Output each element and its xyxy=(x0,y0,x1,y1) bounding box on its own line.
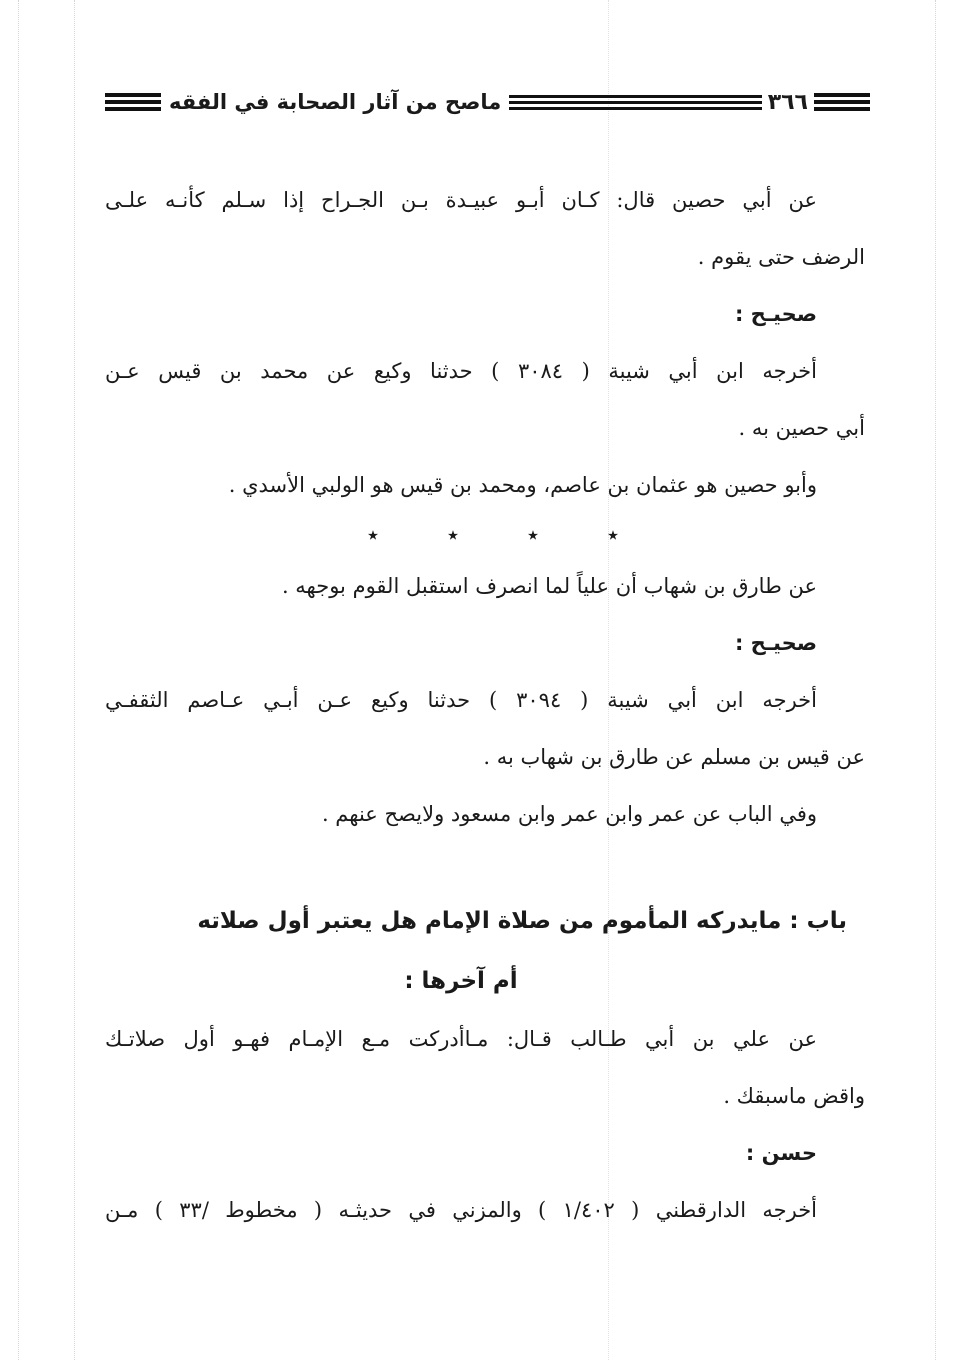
paragraph-line: أخرجه ابن أبي شيبة ( ٣٠٩٤ ) حدثنا وكيع عـن أبـي عـاصم الثقفـي xyxy=(105,688,817,712)
page-body xyxy=(105,172,865,1239)
grade-heading: حسن : xyxy=(745,1141,817,1165)
paragraph-line: أبي حصين به . xyxy=(738,416,865,440)
star-ornament: ٭ xyxy=(367,523,379,548)
page-number: ٣٦٦ xyxy=(767,89,808,115)
page-header xyxy=(105,80,870,124)
paragraph-line: عن علي بن أبي طـالب قـال: مـاأدركت مـع الإمـام فهـو أول صلاتـك xyxy=(105,1027,817,1051)
paragraph-line: وأبو حصين هو عثمان بن عاصم، ومحمد بن قيس هو الولبي الأسدي . xyxy=(228,473,817,497)
paragraph-line: أخرجه الدارقطني ( ١/٤٠٢ ) والمزني في حديثـه ( مخطوط /٣٣ ) مـن xyxy=(105,1198,818,1222)
star-ornament: ٭ xyxy=(527,523,539,548)
running-title: ماصح من آثار الصحابة في الفقه xyxy=(169,90,502,114)
scan-noise-line xyxy=(74,0,75,1360)
header-rule-middle xyxy=(509,95,761,110)
paragraph-line: وفي الباب عن عمر وابن عمر وابن مسعود ولايصح عنهم . xyxy=(321,802,817,826)
paragraph-line: أخرجه ابن أبي شيبة ( ٣٠٨٤ ) حدثنا وكيع عن محمد بن قيس عـن xyxy=(105,359,818,383)
section-separator xyxy=(105,514,817,558)
header-rule-right xyxy=(814,93,870,111)
star-ornament: ٭ xyxy=(607,523,619,548)
chapter-heading: باب : مايدركه المأموم من صلاة الإمام هل يعتبر أول صلاته xyxy=(197,908,847,934)
scan-noise-line xyxy=(935,0,936,1360)
header-rule-left xyxy=(105,93,161,111)
paragraph-line: عن قيس بن مسلم عن طارق بن شهاب به . xyxy=(483,745,865,769)
paragraph-line: الرضف حتى يقوم . xyxy=(697,245,865,269)
grade-heading: صحيـح : xyxy=(734,302,817,326)
paragraph-line: واقض ماسبقك . xyxy=(723,1084,865,1108)
chapter-heading: أم آخرها : xyxy=(404,968,518,994)
star-ornament: ٭ xyxy=(447,523,459,548)
scan-noise-line xyxy=(18,0,19,1360)
paragraph-line: عن طارق بن شهاب أن علياً لما انصرف استقبل القوم بوجهه . xyxy=(281,574,817,598)
paragraph-line: عن أبي حصين قال: كـان أبـو عبيـدة بـن الجـراح إذا سـلم كأنـه علـى xyxy=(105,188,817,212)
grade-heading: صحيـح : xyxy=(734,631,817,655)
